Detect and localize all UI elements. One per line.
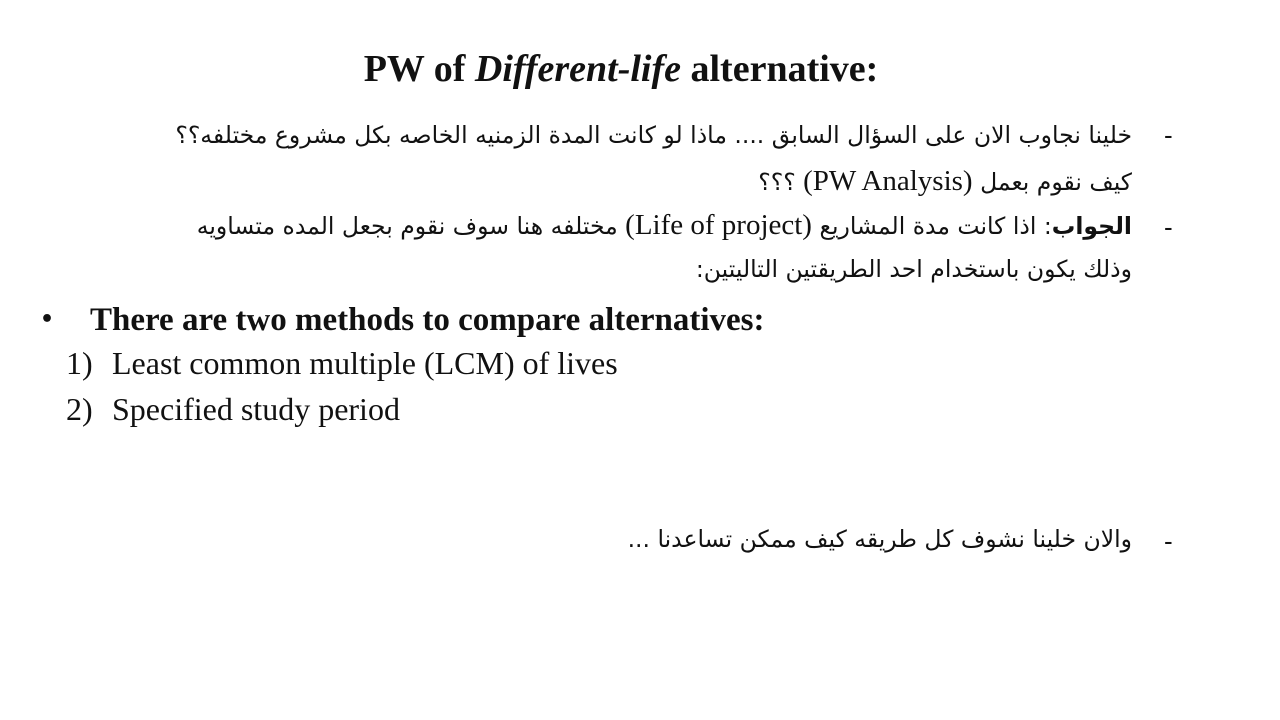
bullet-icon: • [40, 307, 55, 332]
item-1-line-2-en: (PW Analysis) [803, 165, 973, 197]
item-2-line-1-pre: اذا كانت مدة المشاريع [811, 212, 1037, 240]
method-item-1 [66, 343, 618, 383]
item-2-line-1 [197, 210, 1132, 241]
method-item-2 [66, 389, 400, 429]
slide-title [0, 44, 1242, 94]
method-1-text: Least common multiple (LCM) of lives [112, 345, 618, 381]
method-2-number: 2) [66, 391, 93, 427]
item-1-line-2 [758, 166, 1132, 197]
item-3-dash: - [1164, 526, 1173, 556]
item-1-line-2-pre: كيف نقوم بعمل [972, 168, 1132, 196]
item-2-line-2: وذلك يكون باستخدام احد الطريقتين التاليتين: [695, 255, 1132, 283]
method-1-number: 1) [66, 345, 93, 381]
methods-heading-text: There are two methods to compare alternatives: [90, 302, 765, 338]
title-part-italic: Different-life [474, 48, 681, 90]
title-part-1: PW of [363, 48, 475, 90]
item-2-label: الجواب [1051, 212, 1132, 240]
item-2-line-1-post: مختلفه هنا سوف نقوم بجعل المده متساويه [196, 212, 626, 240]
item-1-line-2-post: ؟؟؟ [758, 168, 804, 196]
methods-heading [40, 300, 765, 340]
item-1-dash: - [1164, 120, 1173, 150]
method-2-text: Specified study period [112, 391, 400, 427]
item-2-colon: : [1036, 212, 1052, 240]
title-part-3: alternative: [681, 48, 879, 90]
item-3-line-1: والان خلينا نشوف كل طريقه كيف ممكن تساعدنا ... [627, 525, 1132, 553]
item-2-dash: - [1164, 212, 1173, 242]
item-1-line-1: خلينا نجاوب الان على السؤال السابق .... ماذا لو كانت المدة الزمنيه الخاصه بكل مشروع مختلفه؟؟ [175, 121, 1132, 149]
item-2-line-1-en: (Life of project) [625, 209, 812, 241]
